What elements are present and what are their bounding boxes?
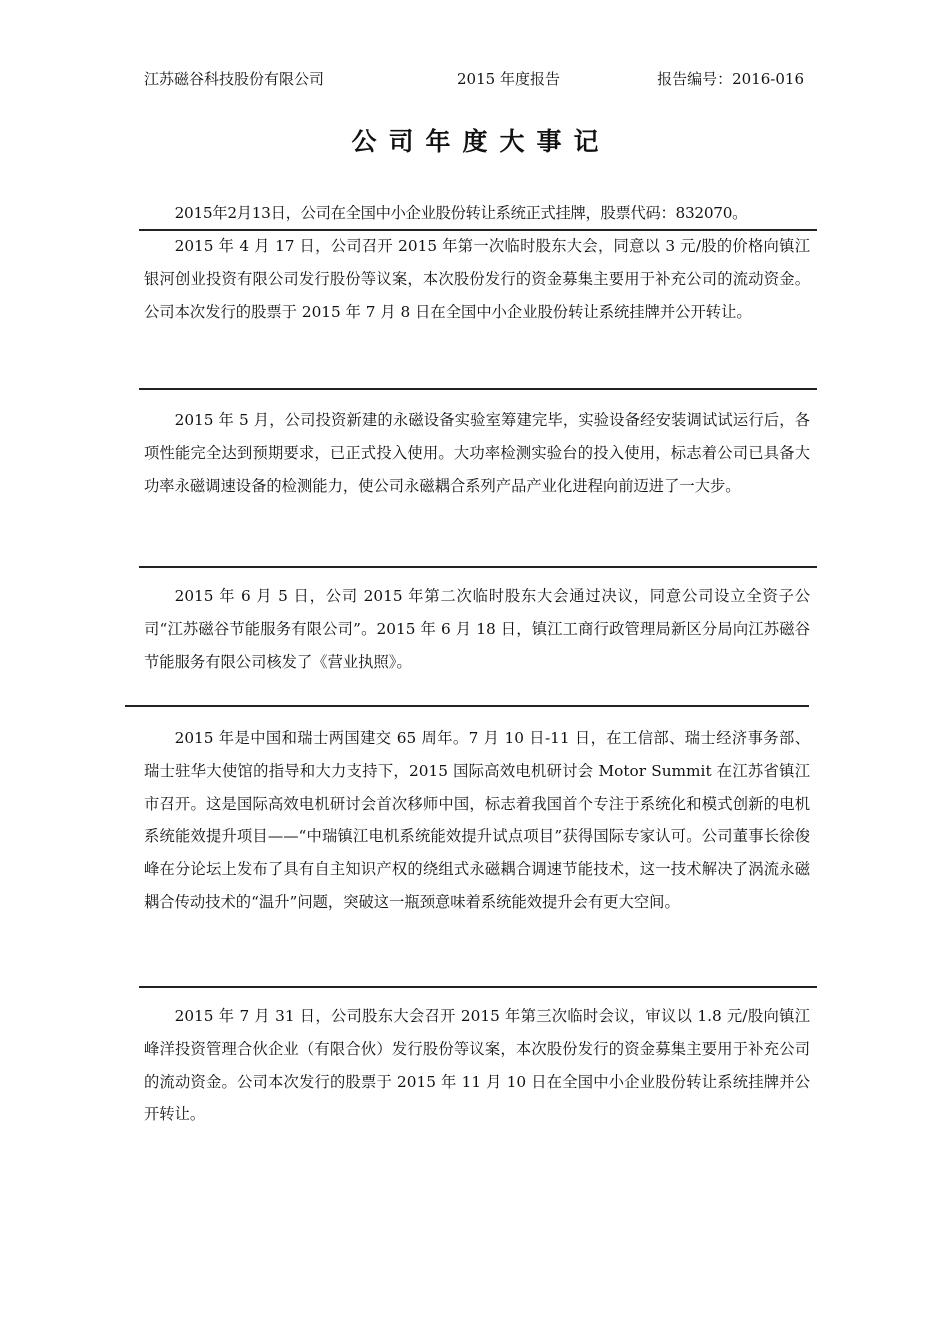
header-report-number: 报告编号：2016-016 [657,70,804,88]
header-report-title: 2015 年度报告 [457,70,560,88]
event-paragraph-motor-summit: 2015 年是中国和瑞士两国建交 65 周年。7 月 10 日-11 日，在工信部、瑞士经济事务部、瑞士驻华大使馆的指导和大力支持下，2015 国际高效电机研讨会 Motor Summit 在江苏省镇江市召开。这是国际高效电机研讨会首次移师中国，标志着我国首个专注于系统化和模式创新的电机系统能效提升项目——“中瑞镇江电机系统能效提升试点项目”获得国际专家认可。公司董事长徐俊峰在分论坛上发布了具有自主知识产权的绕组式永磁耦合调速节能技术，这一技术解决了涡流永磁耦合传动技术的“温升”问题，突破这一瓶颈意味着系统能效提升会有更大空间。 [144,729,810,911]
event-paragraph-second-placement: 2015 年 7 月 31 日，公司股东大会召开 2015 年第三次临时会议，审议以 1.8 元/股向镇江峰洋投资管理合伙企业（有限合伙）发行股份等议案，本次股份发行的资金募集主要用于补充公司的流动资金。公司本次发行的股票于 2015 年 11 月 10 日在全国中小企业股份转让系统挂牌并公开转让。 [144,1007,810,1124]
page-title: 公司年度大事记 [351,127,611,156]
event-paragraph-first-placement: 2015 年 4 月 17 日，公司召开 2015 年第一次临时股东大会，同意以 3 元/股的价格向镇江银河创业投资有限公司发行股份等议案，本次股份发行的资金募集主要用于补充公司的流动资金。公司本次发行的股票于 2015 年 7 月 8 日在全国中小企业股份转让系统挂牌并公开转让。 [144,237,810,321]
event-paragraph-listing: 2015年2月13日，公司在全国中小企业股份转让系统正式挂牌，股票代码：832070。 [174,204,748,222]
divider-line [139,986,817,988]
page-header [144,68,804,92]
event-paragraph-laboratory: 2015 年 5 月，公司投资新建的永磁设备实验室筹建完毕，实验设备经安装调试试运行后，各项性能完全达到预期要求，已正式投入使用。大功率检测实验台的投入使用，标志着公司已具备大功率永磁调速设备的检测能力，使公司永磁耦合系列产品产业化进程向前迈进了一大步。 [144,411,810,495]
divider-line [139,566,817,568]
header-company-name: 江苏磁谷科技股份有限公司 [144,70,325,88]
divider-line [125,705,809,707]
event-paragraph-subsidiary: 2015 年 6 月 5 日，公司 2015 年第二次临时股东大会通过决议，同意公司设立全资子公司“江苏磁谷节能服务有限公司”。2015 年 6 月 18 日，镇江工商行政管理局新区分局向江苏磁谷节能服务有限公司核发了《营业执照》。 [144,587,810,671]
divider-line [139,388,817,390]
